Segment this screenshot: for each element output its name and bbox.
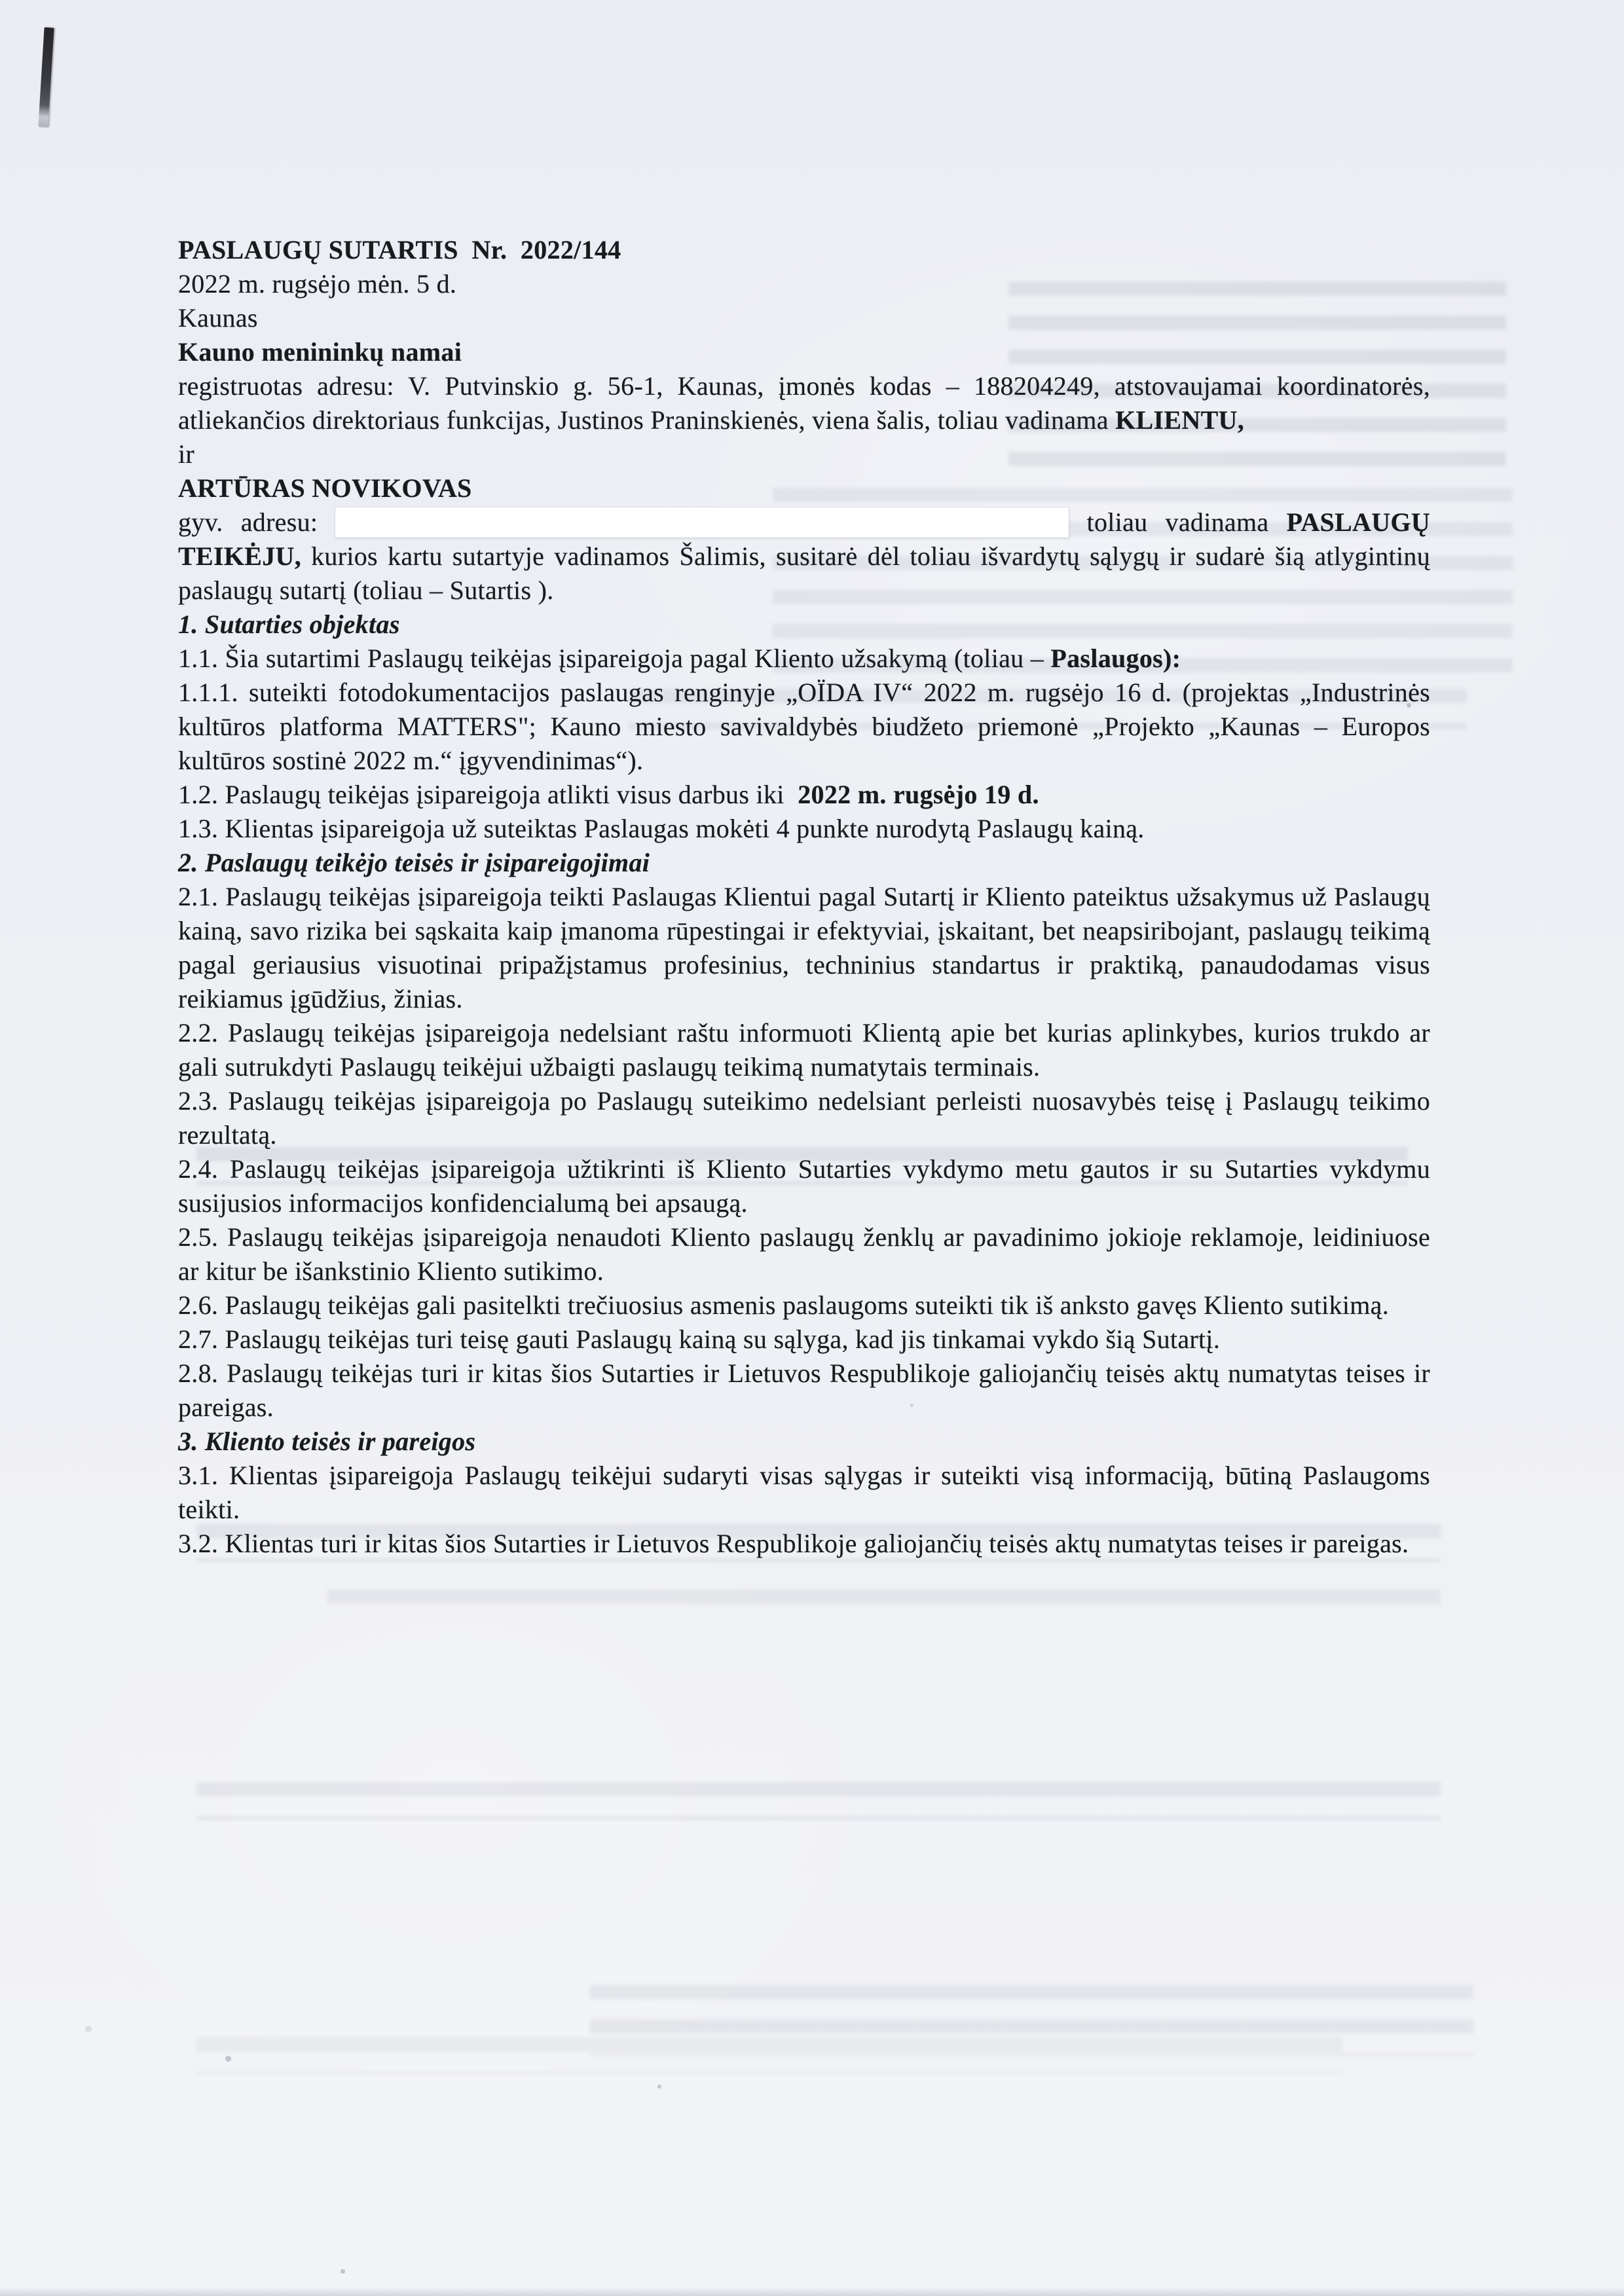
text-run: 2.1. Paslaugų teikėjas įsipareigoja teikti Paslaugas Klientui pagal Sutartį ir Kliento pateiktus užsakymus už Paslaugų kainą, savo rizika bei sąskaita kaip įmanoma rūpestingai ir efektyviai, įskaitant, bet neapsiribojant, paslaugų teikimą pagal geriausius visuotinai pripažįstamus profesinius, techninius standartus ir praktiką, panaudodamas visus reikiamus įgūdžius, žinias.: [178, 882, 1430, 1013]
clause-2-1: [178, 880, 1430, 1016]
section-1-heading: [178, 608, 1430, 642]
text-run: 2.6. Paslaugų teikėjas gali pasitelkti trečiuosius asmenis paslaugoms suteikti tik iš anksto gavęs Kliento sutikimą.: [178, 1290, 1389, 1320]
clause-2-7: [178, 1322, 1430, 1357]
clause-2-5: [178, 1220, 1430, 1288]
contract-date: [178, 267, 1430, 301]
scan-speck: [657, 2085, 661, 2088]
text-run: toliau vadinama: [1069, 507, 1287, 537]
clause-2-2: [178, 1016, 1430, 1084]
provider-name: [178, 471, 1430, 505]
clause-1-2: [178, 778, 1430, 812]
section-3-heading: [178, 1425, 1430, 1459]
document-content: [178, 233, 1430, 1561]
client-name: [178, 335, 1430, 369]
text-run: kurios kartu sutartyje vadinamos Šalimis, susitarė dėl toliau išvardytų sąlygų ir sudarė šią atlygintinų paslaugų sutartį (toliau – Sutartis ).: [178, 541, 1430, 605]
bleed-through: [196, 2037, 1342, 2074]
text-run: 1.2. Paslaugų teikėjas įsipareigoja atlikti visus darbus iki: [178, 780, 798, 809]
redacted-address-box: [335, 507, 1069, 538]
clause-1-1-1: [178, 676, 1430, 778]
client-details: [178, 369, 1430, 437]
text-run: ARTŪRAS NOVIKOVAS: [178, 473, 472, 503]
text-run: 1. Sutarties objektas: [178, 610, 400, 639]
clause-2-8: [178, 1357, 1430, 1425]
clause-2-6: [178, 1288, 1430, 1322]
text-run: 2.8. Paslaugų teikėjas turi ir kitas šios Sutarties ir Lietuvos Respublikoje galiojančių teisės aktų numatytas teises ir pareigas.: [178, 1358, 1430, 1422]
text-run: Paslaugos):: [1050, 644, 1181, 673]
text-run: 2022 m. rugsėjo 19 d.: [798, 780, 1039, 809]
text-run: 2.4. Paslaugų teikėjas įsipareigoja užtikrinti iš Kliento Sutarties vykdymo metu gautos ir su Sutarties vykdymu susijusios informacijos konfidencialumą bei apsaugą.: [178, 1154, 1430, 1218]
provider-details: [178, 505, 1430, 608]
text-run: 2.5. Paslaugų teikėjas įsipareigoja nenaudoti Kliento paslaugų ženklų ar pavadinimo jokioje reklamoje, leidiniuose ar kitur be išankstinio Kliento sutikimo.: [178, 1222, 1430, 1286]
text-run: Kauno menininkų namai: [178, 337, 462, 367]
text-run: 1.1.1. suteikti fotodokumentacijos paslaugas renginyje „OÏDA IV“ 2022 m. rugsėjo 16 d. (projektas „Industrinės kultūros platforma MATTERS"; Kauno miesto savivaldybės biudžeto priemonė „Projekto „Kaunas – Europos kultūros sostinė 2022 m.“ įgyvendinimas“).: [178, 678, 1430, 775]
text-run: Kaunas: [178, 303, 258, 333]
bleed-through: [589, 1985, 1473, 2056]
text-run: PASLAUGŲ SUTARTIS Nr. 2022/144: [178, 235, 621, 264]
scan-edge: [0, 2287, 1624, 2296]
clause-3-1: [178, 1459, 1430, 1527]
text-run: registruotas adresu: V. Putvinskio g. 56-1, Kaunas, įmonės kodas – 188204249, atstovaujamai koordinatorės, atliekančios direktoriaus funkcijas, Justinos Praninskienės, viena šalis, toliau vadinama: [178, 371, 1430, 435]
clause-3-2: [178, 1527, 1430, 1561]
clause-2-3: [178, 1084, 1430, 1152]
clause-2-4: [178, 1152, 1430, 1220]
text-run: gyv. adresu:: [178, 507, 336, 537]
text-run: ir: [178, 439, 195, 469]
bleed-through: [196, 1782, 1441, 1820]
text-run: 2.3. Paslaugų teikėjas įsipareigoja po Paslaugų suteikimo nedelsiant perleisti nuosavybės teisę į Paslaugų teikimo rezultatą.: [178, 1086, 1430, 1150]
clause-1-3: [178, 812, 1430, 846]
contract-title: [178, 233, 1430, 267]
text-run: 1.3. Klientas įsipareigoja už suteiktas Paslaugas mokėti 4 punkte nurodytą Paslaugų kainą.: [178, 814, 1145, 843]
conjunction-ir: [178, 437, 1430, 471]
text-run: KLIENTU,: [1115, 405, 1245, 435]
scan-speck: [85, 2026, 92, 2032]
scan-speck: [341, 2269, 345, 2274]
text-run: PASLAUGŲ TEIKĖJU,: [178, 507, 1431, 571]
bleed-through: [327, 1590, 1441, 1622]
text-run: 3.2. Klientas turi ir kitas šios Sutarties ir Lietuvos Respublikoje galiojančių teisės aktų numatytas teises ir pareigas.: [178, 1529, 1409, 1558]
text-run: 2.7. Paslaugų teikėjas turi teisę gauti Paslaugų kainą su sąlyga, kad jis tinkamai vykdo šią Sutartį.: [178, 1324, 1221, 1354]
contract-city: [178, 301, 1430, 335]
text-run: 2. Paslaugų teikėjo teisės ir įsipareigojimai: [178, 848, 650, 877]
text-run: 2022 m. rugsėjo mėn. 5 d.: [178, 269, 457, 299]
clause-1-1: [178, 642, 1430, 676]
staple-mark: [38, 27, 54, 128]
text-run: 3.1. Klientas įsipareigoja Paslaugų teikėjui sudaryti visas sąlygas ir suteikti visą informaciją, būtiną Paslaugoms teikti.: [178, 1461, 1430, 1524]
text-run: 3. Kliento teisės ir pareigos: [178, 1427, 476, 1456]
text-run: 1.1. Šia sutartimi Paslaugų teikėjas įsipareigoja pagal Kliento užsakymą (toliau –: [178, 644, 1051, 673]
section-2-heading: [178, 846, 1430, 880]
scan-speck: [225, 2056, 231, 2062]
text-run: 2.2. Paslaugų teikėjas įsipareigoja nedelsiant raštu informuoti Klientą apie bet kurias aplinkybes, kurios trukdo ar gali sutrukdyti Paslaugų teikėjui užbaigti paslaugų teikimą numatytais terminais.: [178, 1018, 1430, 1082]
